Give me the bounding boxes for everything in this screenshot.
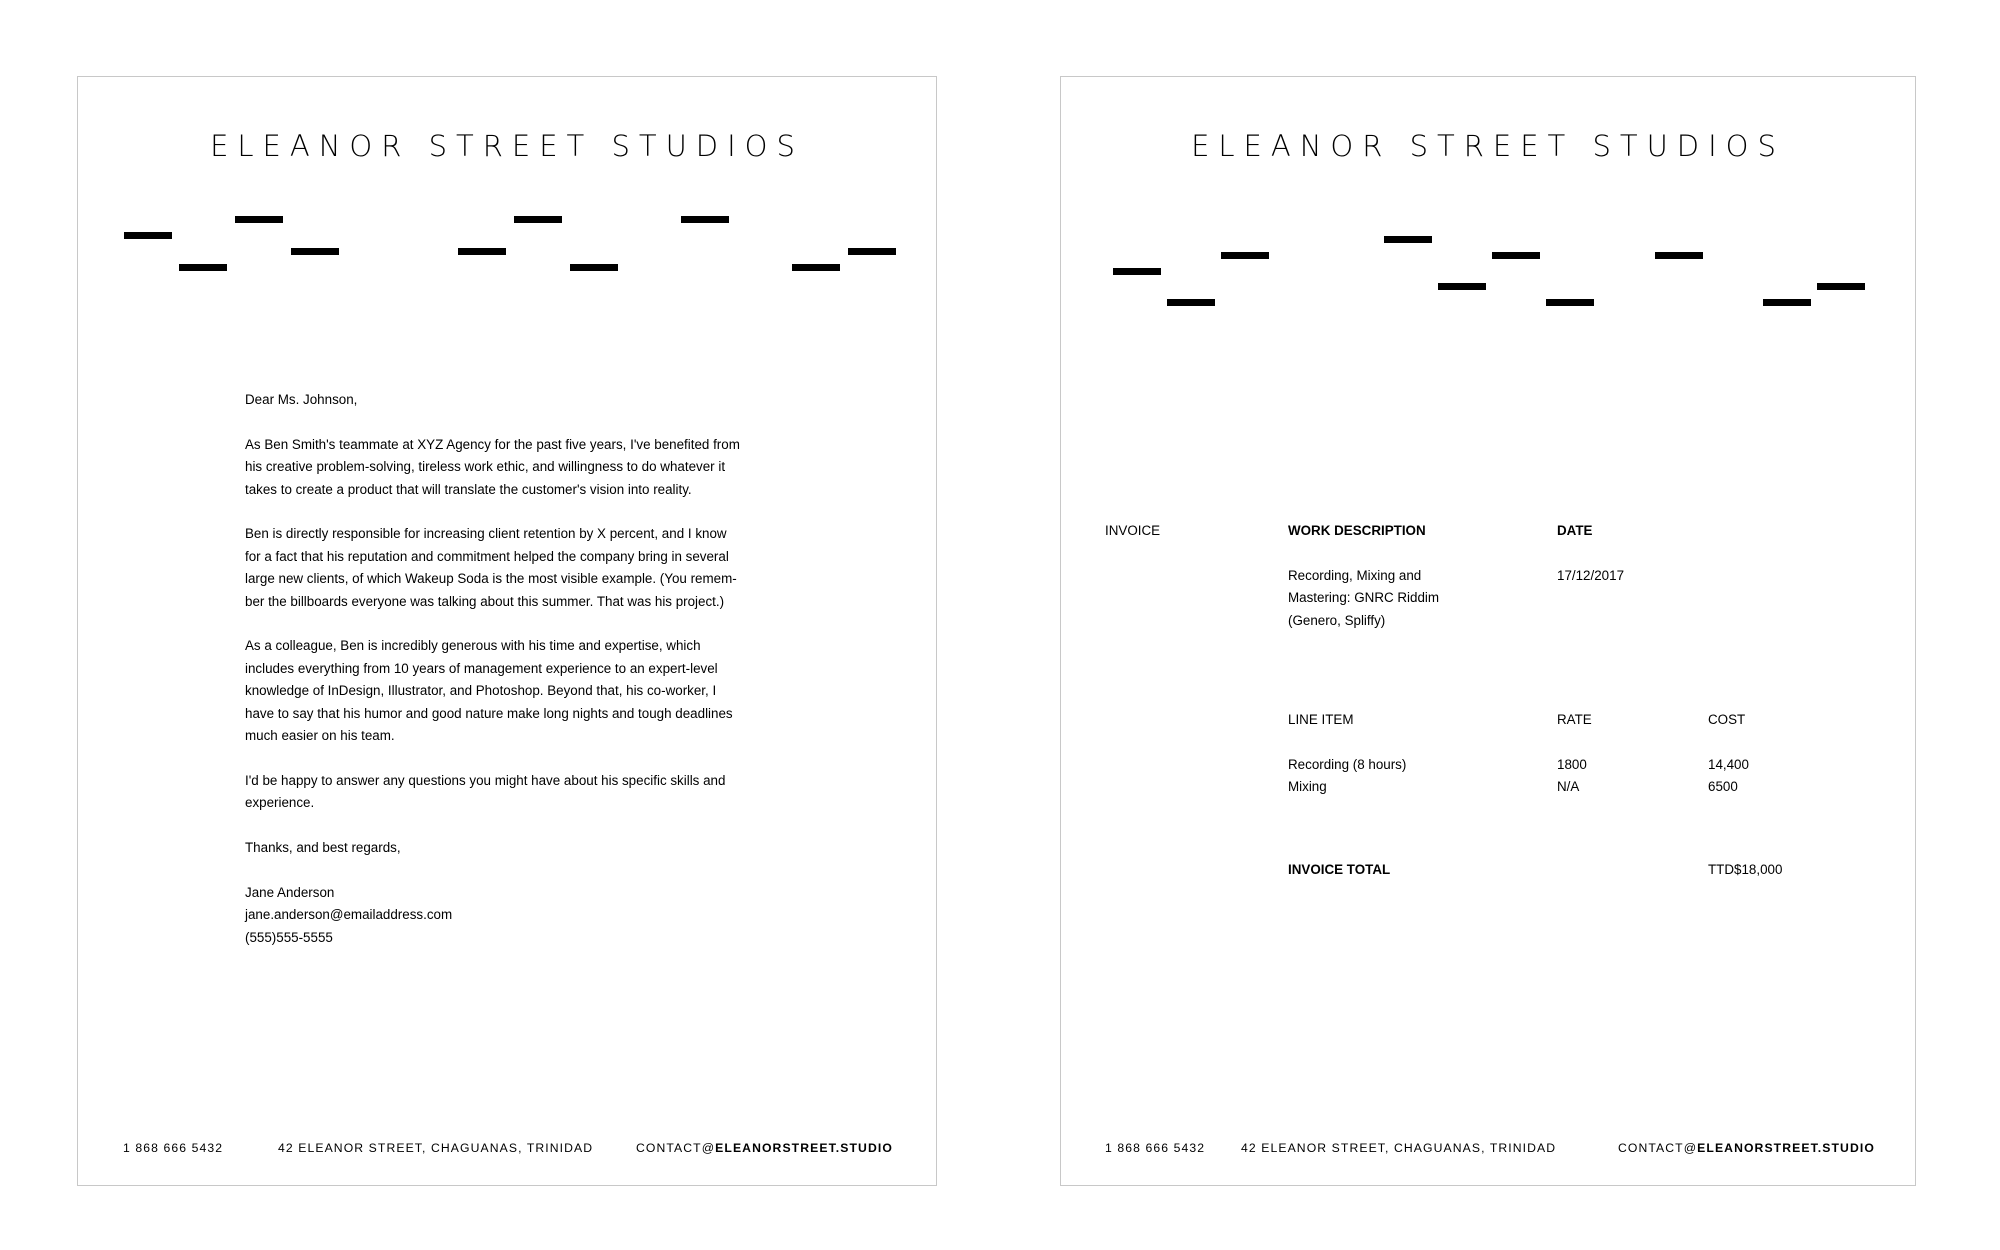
cost-header: COST (1708, 712, 1746, 727)
dash-mark (1546, 299, 1594, 306)
line-item-cost: 14,400 (1708, 757, 1749, 772)
dash-mark (1221, 252, 1269, 259)
letterhead-page (77, 76, 937, 1186)
line-item-cost: 6500 (1708, 779, 1738, 794)
date-header: DATE (1557, 523, 1593, 538)
salutation: Dear Ms. Johnson, (245, 392, 358, 407)
dash-mark (848, 248, 896, 255)
dash-mark (570, 264, 618, 271)
dash-mark (1655, 252, 1703, 259)
signature-email: jane.anderson@emailaddress.com (245, 907, 453, 923)
footer-contact: CONTACT@ELEANORSTREET.STUDIO (636, 1141, 893, 1155)
signature-name: Jane Anderson (245, 884, 335, 900)
rate-header: RATE (1557, 712, 1592, 727)
footer-phone: 1 868 666 5432 (1105, 1141, 1206, 1155)
dash-mark (1384, 236, 1432, 243)
invoice-total: TTD$18,000 (1708, 862, 1783, 877)
line-item-header: LINE ITEM (1288, 712, 1354, 727)
letter-paragraph: As Ben Smith's teammate at XYZ Agency for the past five years, I've benefited from his creative problem-solving, tireless work ethic, and willingness to do whatever it takes to create a product that will translate the customer's vision into reality. (245, 436, 740, 497)
dash-mark (458, 248, 506, 255)
footer-phone: 1 868 666 5432 (123, 1141, 224, 1155)
invoice-page (1060, 76, 1916, 1186)
dash-mark (179, 264, 227, 271)
dash-mark (124, 232, 172, 239)
footer-address: 42 ELEANOR STREET, CHAGUANAS, TRINIDAD (1241, 1141, 1557, 1155)
work-description-header: WORK DESCRIPTION (1288, 523, 1426, 538)
brand-title: ELEANOR STREET STUDIOS (210, 129, 804, 163)
line-item-rate: 1800 (1557, 757, 1587, 772)
signature-phone: (555)555-5555 (245, 929, 333, 945)
work-description: Recording, Mixing and Mastering: GNRC Riddim (Genero, Spliffy) (1288, 568, 1440, 628)
dash-mark (235, 216, 283, 223)
letter-paragraph: As a colleague, Ben is incredibly generous with his time and expertise, which includes everything from 10 years of management experience to an expert-level knowledge of InDesign, Illustrator, and Photoshop. Beyond that, his co-worker, I have to say that his humor and good nature make long nights and tough deadlines much easier on his team. (245, 638, 733, 744)
brand-title: ELEANOR STREET STUDIOS (1191, 129, 1785, 163)
dash-mark (1438, 283, 1486, 290)
closing: Thanks, and best regards, (245, 840, 401, 856)
invoice-date: 17/12/2017 (1557, 568, 1625, 583)
letter-paragraph: Ben is directly responsible for increasing client retention by X percent, and I know for a fact that his reputation and commitment helped the company bring in several large new clients, of which Wakeup Soda is the most visible example. (You remem- ber the billboards everyone was talking about this summer. That was his project.) (245, 526, 737, 609)
dash-mark (514, 216, 562, 223)
line-item: Mixing (1288, 779, 1327, 794)
dash-mark (1817, 283, 1865, 290)
dash-mark (681, 216, 729, 223)
signature-block (245, 882, 785, 949)
footer-contact: CONTACT@ELEANORSTREET.STUDIO (1618, 1141, 1875, 1155)
dash-mark (1763, 299, 1811, 306)
dash-mark (291, 248, 339, 255)
invoice-label: INVOICE (1105, 523, 1161, 538)
dash-mark (1492, 252, 1540, 259)
line-item-rate: N/A (1557, 779, 1580, 794)
dash-mark (1113, 268, 1161, 275)
dash-mark (792, 264, 840, 271)
letter-body (245, 389, 785, 949)
line-item: Recording (8 hours) (1288, 757, 1407, 772)
invoice-total-label: INVOICE TOTAL (1288, 862, 1391, 877)
footer-address: 42 ELEANOR STREET, CHAGUANAS, TRINIDAD (278, 1141, 594, 1155)
letter-paragraph: I'd be happy to answer any questions you might have about his specific skills and experience. (245, 772, 726, 811)
dash-mark (1167, 299, 1215, 306)
